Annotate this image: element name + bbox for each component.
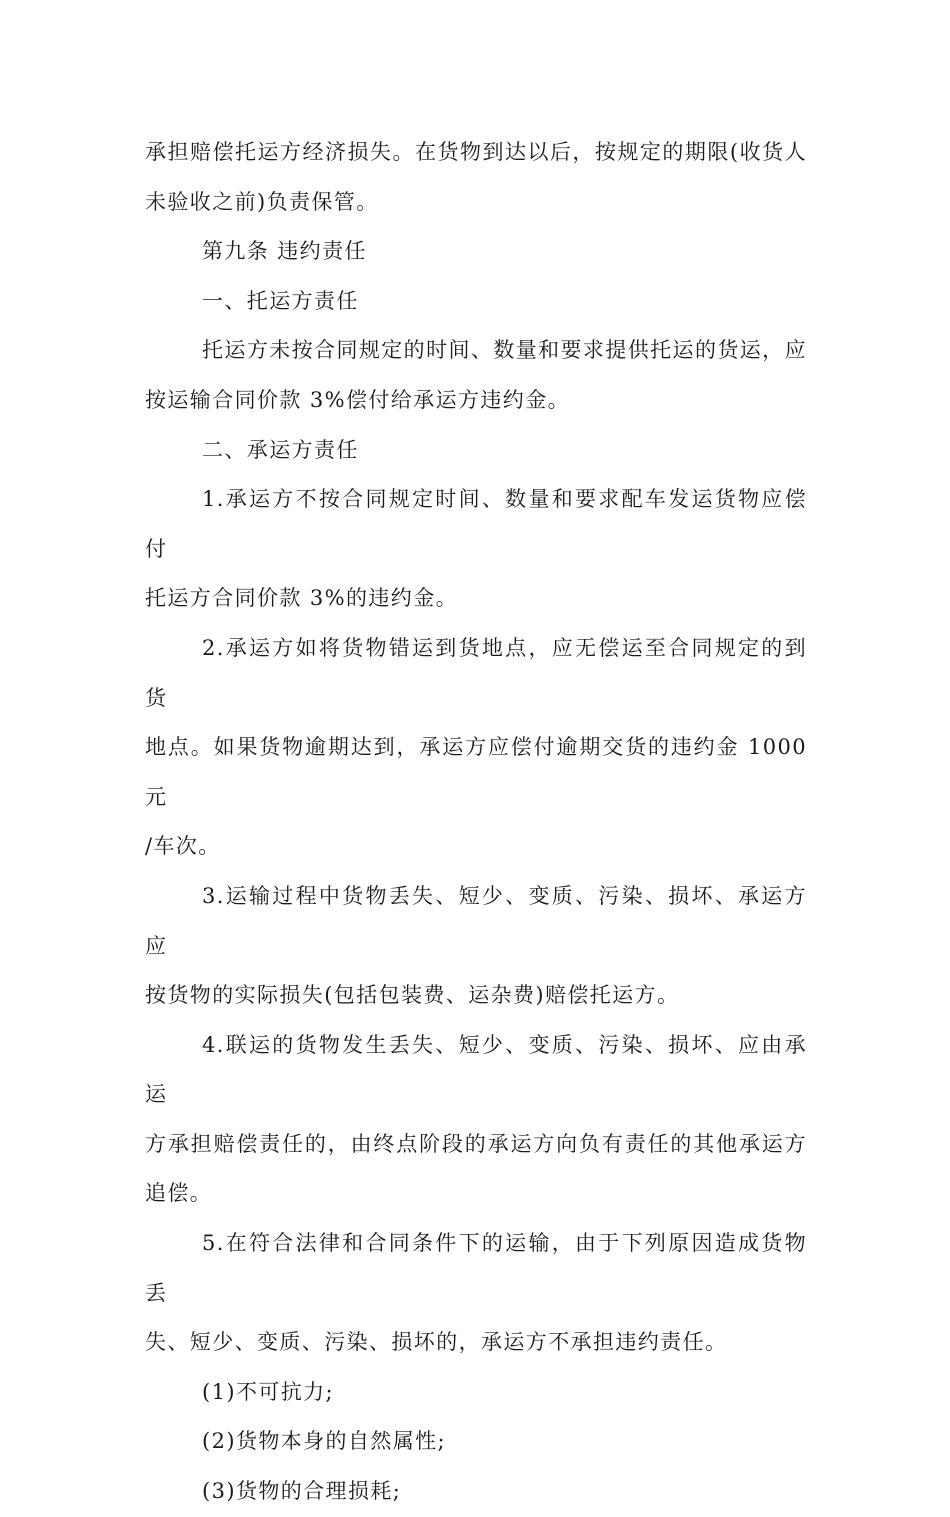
text-line: 托运方未按合同规定的时间、数量和要求提供托运的货运，应 [202, 338, 807, 363]
text-line: 2.承运方如将货物错运到货地点，应无偿运至合同规定的到货 [145, 635, 807, 710]
text-line: 按运输合同价款 3%偿付给承运方违约金。 [145, 387, 570, 412]
exemption-item-2 [145, 1417, 807, 1467]
paragraph-item-2 [145, 624, 807, 872]
list-item: (3)货物的合理损耗; [202, 1479, 402, 1504]
exemption-item-3 [145, 1467, 807, 1517]
paragraph-item-3 [145, 872, 807, 1021]
text-line: 追偿。 [145, 1181, 213, 1206]
text-line: 地点。如果货物逾期达到，承运方应偿付逾期交货的违约金 1000 元 [145, 735, 807, 809]
text-line: 未验收之前)负责保管。 [145, 189, 379, 214]
exemption-item-1 [145, 1368, 807, 1418]
text-line: 3.运输过程中货物丢失、短少、变质、污染、损坏、承运方应 [145, 883, 807, 958]
subsection-heading: 二、承运方责任 [202, 437, 359, 462]
section-heading: 第九条 违约责任 [202, 239, 367, 264]
document-body [145, 128, 807, 1517]
shipper-liability-heading [145, 277, 807, 327]
paragraph-item-5 [145, 1219, 807, 1368]
text-line: 1.承运方不按合同规定时间、数量和要求配车发运货物应偿付 [145, 487, 807, 561]
text-line: 失、短少、变质、污染、损坏的，承运方不承担违约责任。 [145, 1330, 728, 1355]
carrier-liability-heading [145, 426, 807, 476]
text-line: 5.在符合法律和合同条件下的运输，由于下列原因造成货物丢 [145, 1231, 807, 1305]
text-line: 方承担赔偿责任的，由终点阶段的承运方向负有责任的其他承运方 [145, 1131, 807, 1156]
paragraph-item-1 [145, 475, 807, 624]
paragraph-item-4 [145, 1021, 807, 1219]
list-item: (1)不可抗力; [202, 1379, 335, 1404]
list-item: (2)货物本身的自然属性; [202, 1429, 447, 1454]
text-line: 按货物的实际损失(包括包装费、运杂费)赔偿托运方。 [145, 983, 680, 1008]
text-line: 托运方合同价款 3%的违约金。 [145, 586, 458, 611]
subsection-heading: 一、托运方责任 [202, 288, 359, 313]
text-line: /车次。 [145, 834, 221, 859]
paragraph-shipper-liability [145, 326, 807, 425]
paragraph-compensation-storage [145, 128, 807, 227]
text-line: 承担赔偿托运方经济损失。在货物到达以后，按规定的期限(收货人 [145, 140, 807, 164]
article-nine-heading [145, 227, 807, 277]
text-line: 4.联运的货物发生丢失、短少、变质、污染、损坏、应由承运 [145, 1032, 807, 1107]
